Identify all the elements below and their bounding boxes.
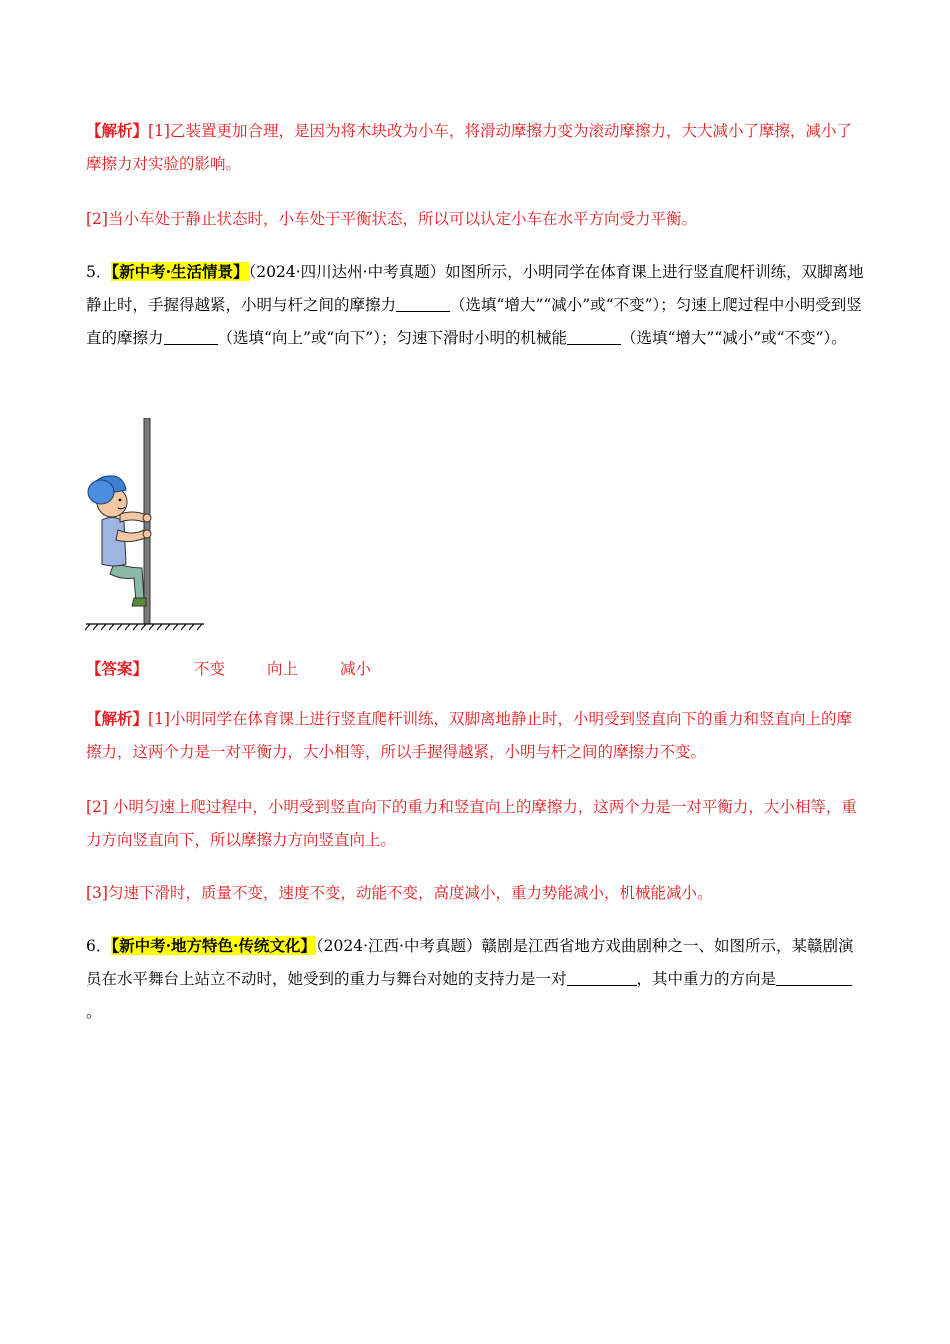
question-text: 如图所示，小明同学在体育课上进行竖直爬杆训练，双脚离地静止时，手握得越紧，小明与杆之间的摩擦力 bbox=[86, 263, 864, 314]
question-number: 6． bbox=[86, 937, 112, 955]
answer-value-2: 向上 bbox=[267, 660, 299, 678]
answer-blank-2 bbox=[164, 329, 218, 346]
analysis-tag: 【解析】 bbox=[86, 121, 149, 140]
question-source: （2024·江西·中考真题） bbox=[315, 937, 482, 955]
answer-5 bbox=[86, 652, 866, 686]
answer-value-3: 减小 bbox=[340, 660, 372, 678]
question-text: 赣剧是江西省地方戏曲剧种之一、如图所示，某赣剧演员在水平舞台上站立不动时，她受到的重力与舞台对她的支持力是一对 bbox=[86, 937, 854, 988]
question-text: （选填“增大”“减小”或“不变”）；匀速上爬过程中小明受到竖直的摩擦力 bbox=[86, 296, 862, 347]
analysis-text: [1]乙装置更加合理，是因为将木块改为小车，将滑动摩擦力变为滚动摩擦力，大大减小了摩擦，减小了摩擦力对实验的影响。 bbox=[86, 122, 852, 173]
analysis-paragraph-1 bbox=[86, 114, 866, 181]
question-tag: 【新中考·生活情景】 bbox=[111, 262, 249, 281]
question-text: 。 bbox=[86, 1003, 102, 1021]
analysis-text: [2]当小车处于静止状态时，小车处于平衡状态，所以可以认定小车在水平方向受力平衡。 bbox=[86, 210, 697, 228]
question-text: （选填“向上”或“向下”）；匀速下滑时小明的机械能 bbox=[217, 329, 567, 347]
analysis-text: [3]匀速下滑时，质量不变，速度不变，动能不变，高度减小，重力势能减小，机械能减小。 bbox=[86, 884, 713, 902]
answer-blank-2 bbox=[776, 970, 852, 987]
question-source: （2024·四川达州·中考真题） bbox=[248, 263, 446, 281]
question-text: （选填“增大”“减小”或“不变”）。 bbox=[620, 329, 847, 347]
pole-climbing-figure bbox=[84, 418, 208, 634]
question-number: 5． bbox=[86, 263, 112, 281]
answer-tag: 【答案】 bbox=[86, 659, 149, 678]
analysis-text: [2] 小明匀速上爬过程中，小明受到竖直向下的重力和竖直向上的摩擦力，这两个力是一对平衡力，大小相等，重力方向竖直向下，所以摩擦力方向竖直向上。 bbox=[86, 798, 857, 849]
answer-blank-1 bbox=[396, 296, 450, 313]
question-5 bbox=[86, 255, 866, 355]
analysis-5-part-1 bbox=[86, 702, 866, 769]
question-text: ，其中重力的方向是 bbox=[636, 970, 777, 988]
answer-value-1: 不变 bbox=[194, 660, 226, 678]
analysis-5-part-3 bbox=[86, 877, 866, 910]
analysis-text: [1]小明同学在体育课上进行竖直爬杆训练，双脚离地静止时，小明受到竖直向下的重力和竖直向上的摩擦力，这两个力是一对平衡力，大小相等，所以手握得越紧，小明与杆之间的摩擦力不变。 bbox=[86, 710, 852, 761]
question-tag: 【新中考·地方特色·传统文化】 bbox=[111, 936, 316, 955]
analysis-tag: 【解析】 bbox=[86, 709, 149, 728]
answer-blank-1 bbox=[567, 970, 637, 987]
answer-blank-3 bbox=[567, 329, 621, 346]
analysis-paragraph-2 bbox=[86, 203, 866, 236]
question-6 bbox=[86, 929, 866, 1029]
analysis-5-part-2 bbox=[86, 791, 866, 857]
